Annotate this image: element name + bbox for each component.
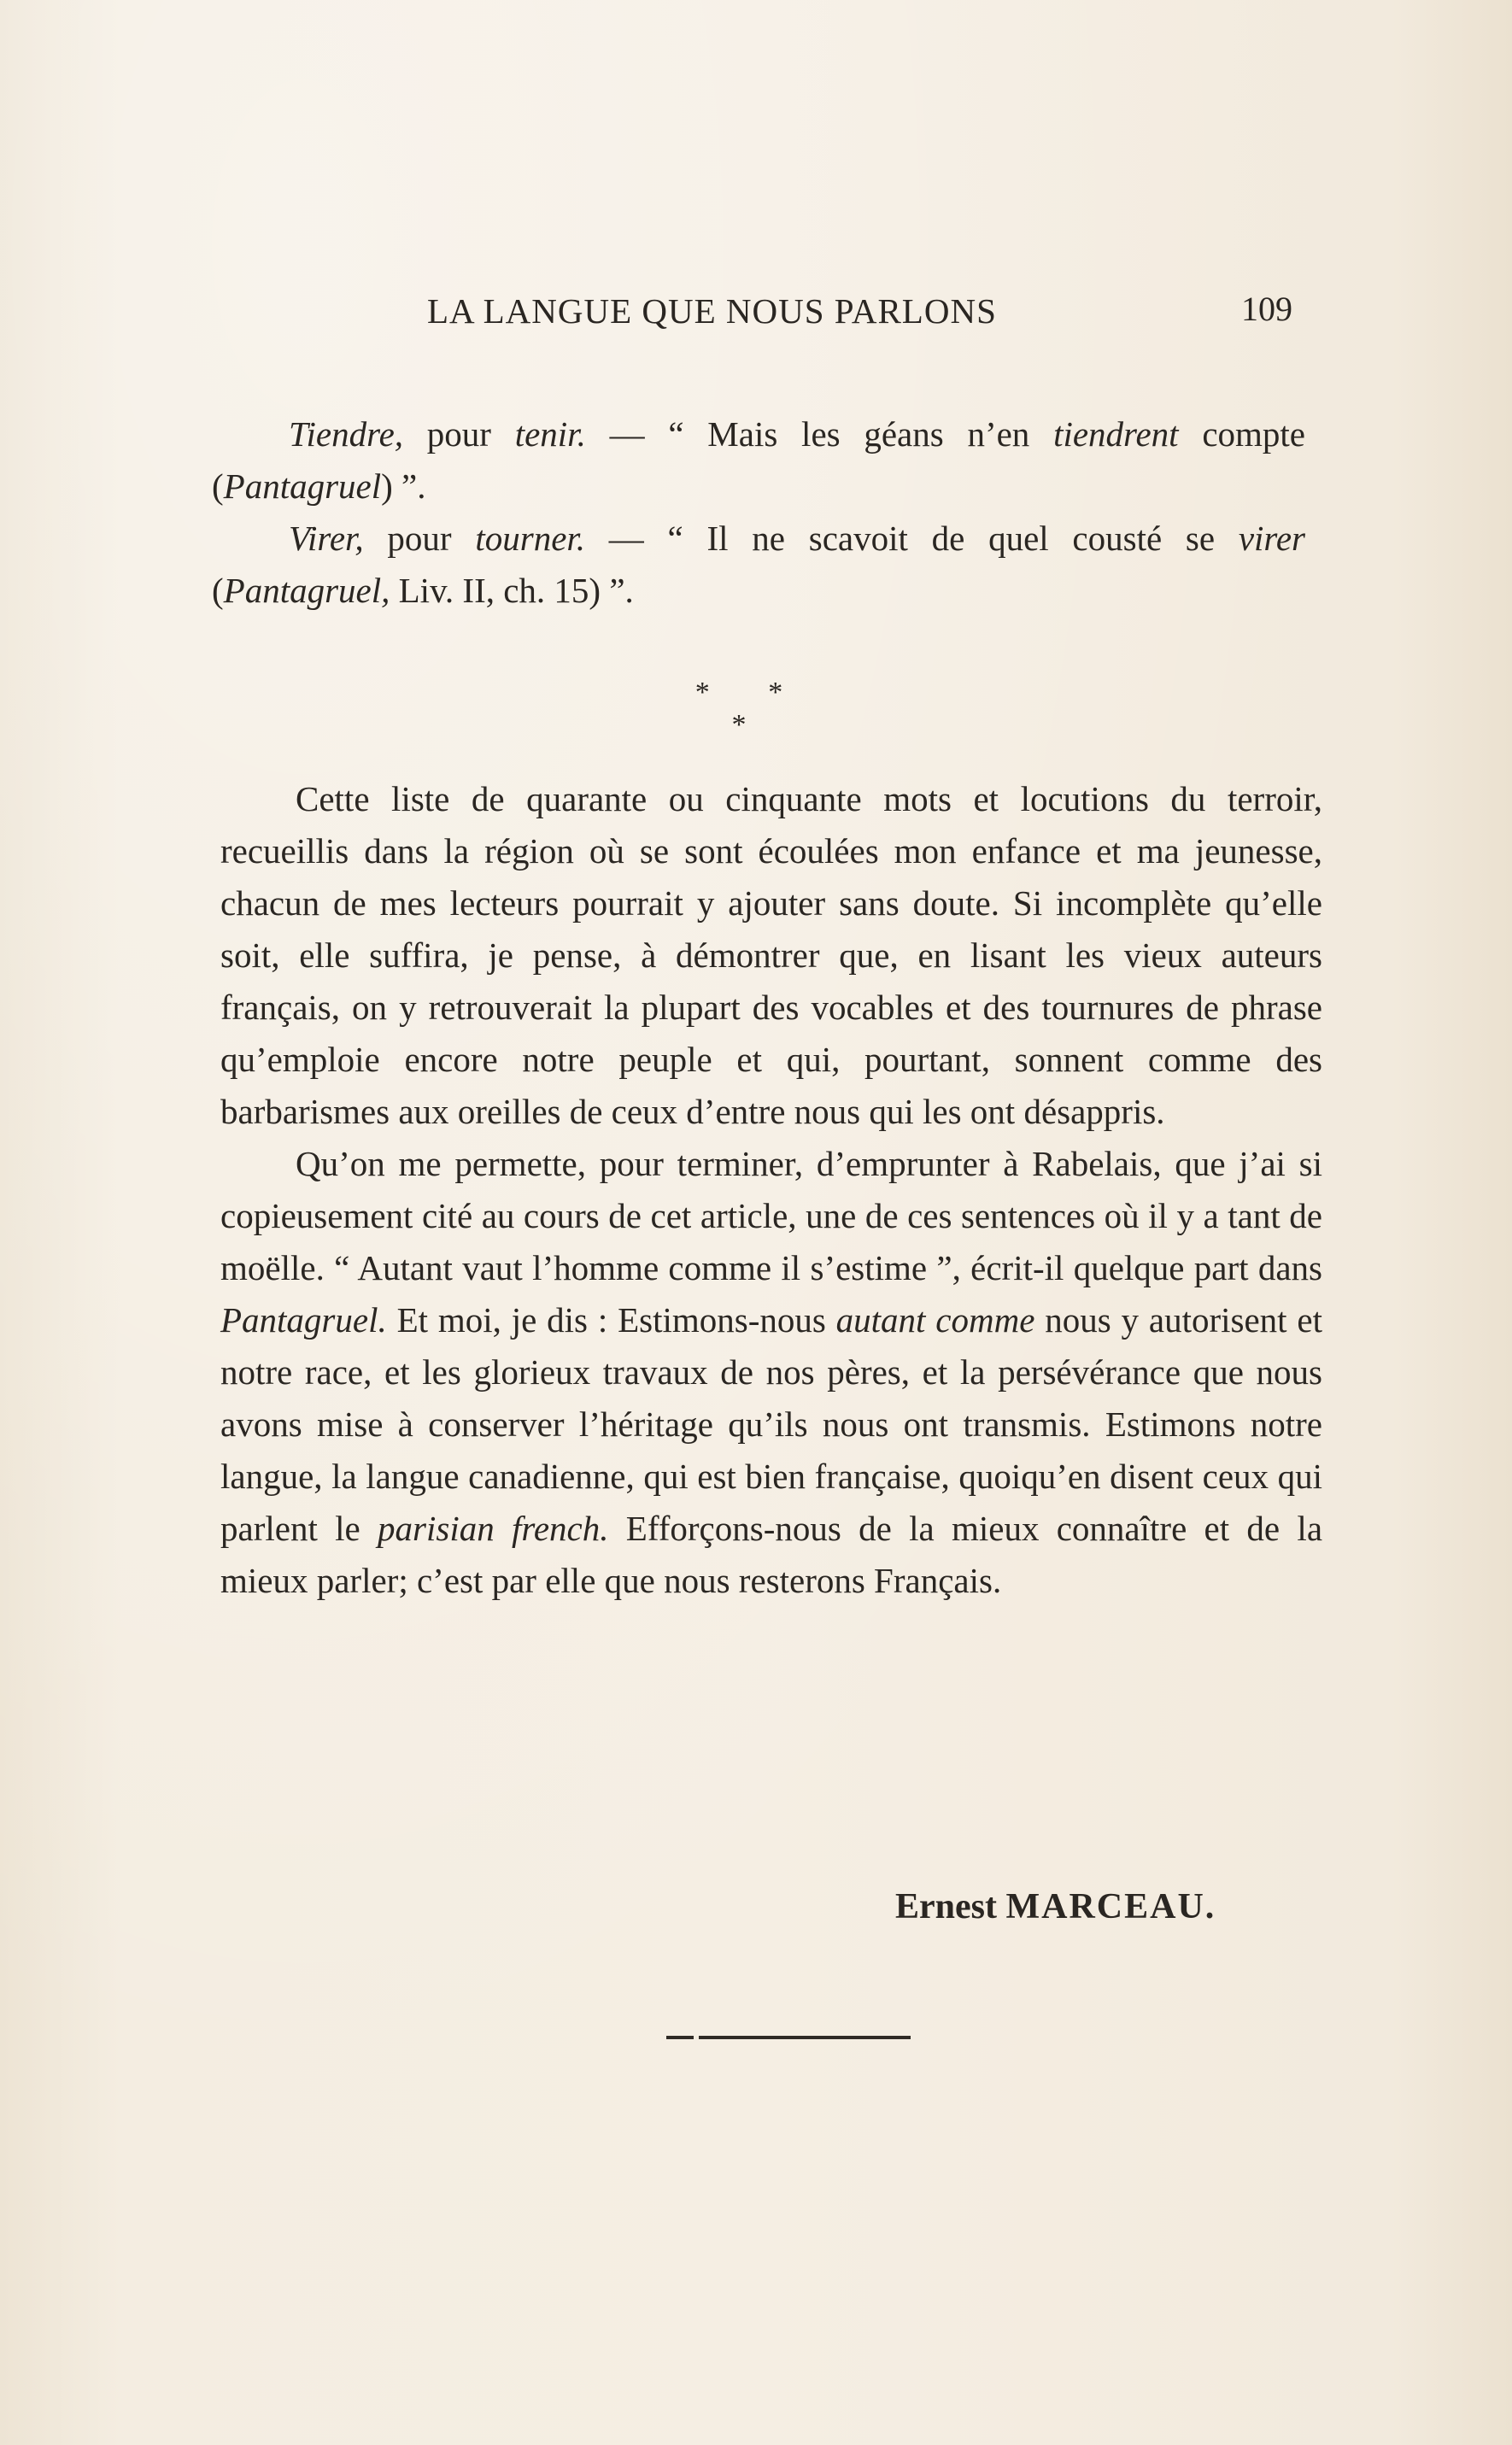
paragraph-1: Cette liste de quarante ou cinquante mots et locutions du terroir, recueillis dans la région où se sont écoulées mon enfance et ma jeunesse, chacun de mes lecteurs pourrait y ajouter sans doute. Si incomplète qu’elle soit, elle suffira, je pense, à démontrer que, en lisant les vieux auteurs français, on y retrouverait la plupart des vocables et des tournures de phrase qu’emploie encore notre peuple et qui, pourtant, sonnent comme des barbarismes aux oreilles de ceux d’entre nous qui les ont désappris.	[220, 779, 1322, 1131]
paragraph-2-part-d: Efforçons-nous de la mieux connaître et de la mieux parler; c’est par elle que nous resterons Français.	[220, 1509, 1323, 1600]
emphasis-autant-comme: autant comme	[835, 1300, 1035, 1340]
glossary-entry-virer	[212, 513, 1305, 617]
entry-quote-term: tiendrent	[1053, 414, 1179, 454]
paragraph-2	[220, 1138, 1322, 1607]
entry-source: Pantagruel	[223, 466, 382, 506]
author-signature	[895, 1886, 1216, 1927]
glossary-entry-tiendre	[212, 408, 1305, 513]
entry-connector: pour	[363, 519, 476, 558]
entry-source: Pantagruel,	[223, 571, 390, 610]
glossary-entries	[212, 408, 1305, 617]
entry-term: Tiendre,	[289, 414, 404, 454]
paragraph-2-part-c: nous y autorisent et notre race, et les glorieux travaux de nos pères, et la persévérance que nous avons mise à conserver l’héritage qu’ils nous ont transmis. Estimons notre langue, la langue canadienne, qui est bien française, quoiqu’en disent ceux qui parlent le	[220, 1300, 1322, 1548]
entry-quote-rest: (	[212, 571, 224, 610]
entry-connector: pour	[403, 414, 515, 454]
entry-quote: — “ Il ne scavoit de quel cousté se	[585, 519, 1239, 558]
paragraph-2-part-a: Qu’on me permette, pour terminer, d’emprunter à Rabelais, que j’ai si copieusement cité au cours de cet article, une de ces sentences où il y a tant de moëlle. “ Autant vaut l’homme comme il s’estime ”, écrit-il quelque part dans	[220, 1144, 1322, 1287]
page-number: 109	[1241, 290, 1292, 328]
entry-term: Virer,	[289, 519, 364, 558]
paragraph-2-part-b: Et moi, je dis : Estimons-nous	[386, 1300, 836, 1340]
entry-close: ) ”.	[381, 466, 426, 506]
end-rule	[666, 2036, 911, 2039]
running-title: LA LANGUE QUE NOUS PARLONS	[427, 291, 997, 331]
emphasis-parisian-french: parisian french.	[378, 1509, 609, 1548]
section-separator: * * *	[694, 677, 809, 741]
body-text	[220, 773, 1322, 1607]
author-first-name: Ernest	[895, 1887, 997, 1926]
entry-quote: — “ Mais les géans n’en	[585, 414, 1054, 454]
work-title-pantagruel: Pantagruel.	[220, 1300, 387, 1340]
entry-quote-rest: compte (	[212, 414, 1306, 506]
entry-close: Liv. II, ch. 15) ”.	[390, 571, 634, 610]
entry-quote-term: virer	[1238, 519, 1305, 558]
entry-meaning: tenir.	[514, 414, 586, 454]
author-surname: MARCEAU.	[1005, 1887, 1216, 1926]
entry-meaning: tourner.	[475, 519, 586, 558]
